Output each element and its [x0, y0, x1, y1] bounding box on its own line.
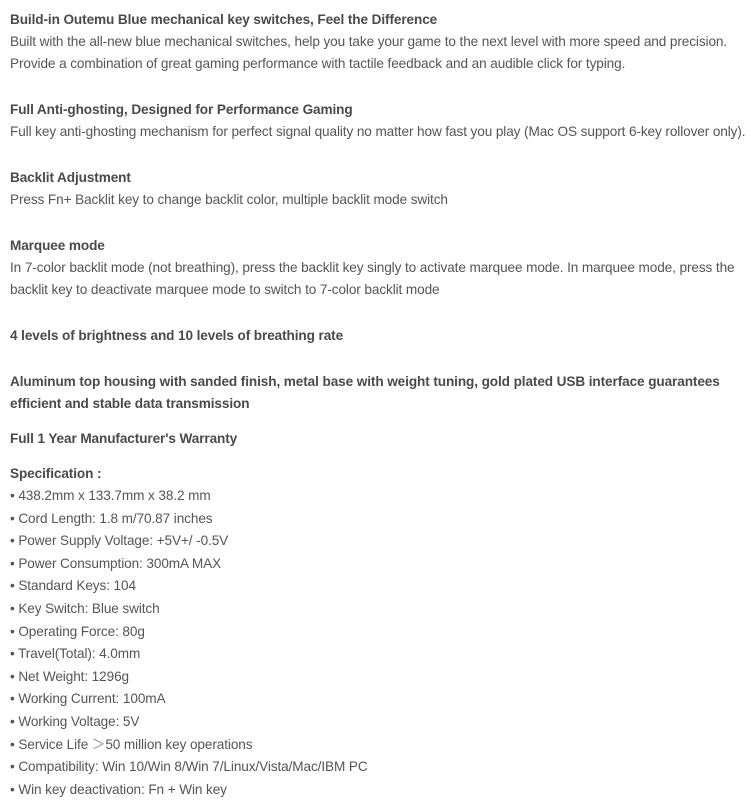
highlight-warranty: Full 1 Year Manufacturer's Warranty [10, 431, 238, 446]
spec-item: • Net Weight: 1296g [10, 668, 129, 684]
section-key-switches [10, 9, 751, 75]
spec-item: • Service Life ＞50 million key operations [10, 736, 253, 752]
section-marquee-mode [10, 235, 751, 301]
specification-section [10, 463, 751, 801]
spec-item: • 438.2mm x 133.7mm x 38.2 mm [10, 488, 211, 503]
section-heading: Marquee mode [10, 238, 105, 253]
section-heading: Backlit Adjustment [10, 170, 131, 185]
spec-item: • Key Switch: Blue switch [10, 600, 160, 616]
section-body: Built with the all-new blue mechanical switches, help you take your game to the next level with more speed and precision. Provide a combination of great gaming performance with tactile feedback and an audible click for typing. [10, 34, 728, 71]
spec-item: • Working Voltage: 5V [10, 713, 140, 729]
specification-title: Specification : [10, 466, 102, 481]
spec-item: • Win key deactivation: Fn + Win key [10, 781, 227, 797]
section-body: Full key anti-ghosting mechanism for perfect signal quality no matter how fast you play (Mac OS support 6-key rollover only). [10, 124, 746, 139]
section-heading: Full Anti-ghosting, Designed for Performance Gaming [10, 102, 353, 117]
spacer [10, 301, 751, 325]
spec-item: • Travel(Total): 4.0mm [10, 646, 141, 662]
highlight-brightness: 4 levels of brightness and 10 levels of breathing rate [10, 328, 344, 343]
section-body: In 7-color backlit mode (not breathing), press the backlit key singly to activate marquee mode. In marquee mode, press the backlit key to deactivate marquee mode to switch to 7-color backlit mode [10, 260, 735, 297]
highlight-housing: Aluminum top housing with sanded finish, metal base with weight tuning, gold plated USB interface guarantees efficient and stable data transmission [10, 374, 720, 411]
spec-item: • Standard Keys: 104 [10, 578, 136, 594]
spec-item: • Operating Force: 80g [10, 623, 145, 639]
spacer [10, 450, 751, 463]
spec-item: • Compatibility: Win 10/Win 8/Win 7/Linux/Vista/Mac/IBM PC [10, 759, 368, 775]
specification-list [10, 485, 751, 801]
spec-item: • Cord Length: 1.8 m/70.87 inches [10, 510, 213, 526]
spec-item: • Working Current: 100mA [10, 691, 166, 707]
spacer [10, 143, 751, 167]
spec-item: • Power Supply Voltage: +5V+/ -0.5V [10, 533, 229, 549]
spec-item: • Power Consumption: 300mA MAX [10, 555, 222, 571]
spacer [10, 347, 751, 371]
section-backlit-adjustment [10, 167, 751, 211]
spacer [10, 75, 751, 99]
spacer [10, 415, 751, 428]
section-body: Press Fn+ Backlit key to change backlit color, multiple backlit mode switch [10, 192, 448, 207]
section-anti-ghosting [10, 99, 751, 143]
section-heading: Build-in Outemu Blue mechanical key switches, Feel the Difference [10, 12, 438, 27]
spacer [10, 211, 751, 235]
